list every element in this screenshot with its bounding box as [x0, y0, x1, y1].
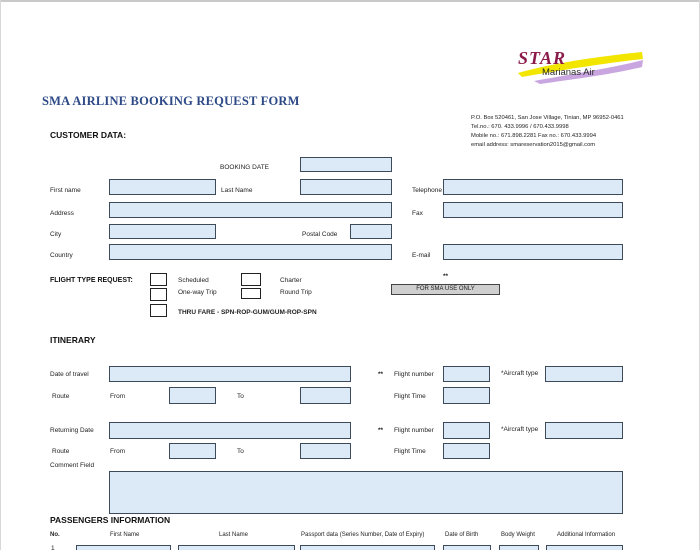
contact-address: P.O. Box 520461, San Jose Village, Tinian, MP 96952-0461	[471, 115, 624, 121]
return-flight-time-field[interactable]	[443, 443, 490, 459]
address-label: Address	[50, 210, 74, 217]
contact-mobile-fax: Mobile no.: 671.898.2281 Fax no.: 670.433.9994	[471, 133, 597, 139]
return-route-label: Route	[52, 448, 70, 455]
flight-time-field[interactable]	[443, 387, 490, 404]
one-way-trip-checkbox[interactable]	[150, 288, 167, 301]
fax-field[interactable]	[443, 202, 623, 218]
return-flight-number-label: Flight number	[394, 427, 434, 434]
charter-checkbox[interactable]	[241, 273, 261, 286]
col-header-last-name: Last Name	[219, 532, 249, 538]
logo-brand-text: STAR	[518, 48, 567, 68]
from-label: From	[110, 393, 126, 400]
last-name-label: Last Name	[221, 187, 253, 194]
flight-time-label: Flight Time	[394, 393, 426, 400]
passenger-passport-field[interactable]	[300, 545, 435, 550]
col-header-body-weight: Body Weight	[501, 532, 535, 538]
customer-data-heading: CUSTOMER DATA:	[50, 130, 127, 140]
fax-label: Fax	[412, 210, 423, 217]
return-route-from-field[interactable]	[169, 443, 216, 459]
round-trip-checkbox[interactable]	[241, 288, 261, 299]
passenger-weight-field[interactable]	[499, 545, 539, 550]
contact-email: email address: smareservation2015@gmail.com	[471, 142, 596, 148]
form-title: SMA AIRLINE BOOKING REQUEST FORM	[42, 94, 300, 108]
return-aircraft-type-field[interactable]	[545, 422, 623, 439]
charter-label: Charter	[280, 277, 302, 284]
to-label: To	[237, 393, 244, 400]
email-field[interactable]	[443, 244, 623, 260]
passengers-heading: PASSENGERS INFORMATION	[50, 515, 171, 525]
page-top-border	[0, 0, 700, 2]
col-header-additional-info: Additional Information	[557, 532, 616, 538]
one-way-trip-label: One-way Trip	[178, 289, 217, 296]
col-header-no: No.	[50, 532, 60, 538]
col-header-first-name: First Name	[110, 532, 140, 538]
returning-date-label: Returning Date	[50, 427, 94, 434]
email-label: E-mail	[412, 252, 431, 259]
passenger-additional-field[interactable]	[546, 545, 623, 550]
comment-textarea[interactable]	[109, 471, 623, 514]
col-header-date-of-birth: Date of Birth	[445, 532, 479, 538]
col-header-passport: Passport data (Series Number, Date of Expiry)	[301, 532, 425, 538]
address-field[interactable]	[109, 202, 392, 218]
country-field[interactable]	[109, 244, 392, 260]
city-field[interactable]	[109, 224, 216, 239]
aircraft-type-label: *Aircraft type	[501, 370, 539, 377]
postal-code-field[interactable]	[350, 224, 392, 239]
telephone-label: Telephone	[412, 187, 442, 194]
passenger-row-number: 1	[51, 545, 55, 550]
comment-field-label: Comment Field	[50, 462, 95, 469]
round-trip-label: Round Trip	[280, 289, 312, 296]
passenger-first-name-field[interactable]	[76, 545, 171, 550]
city-label: City	[50, 231, 62, 238]
return-from-label: From	[110, 448, 126, 455]
flight-number-label: Flight number	[394, 371, 434, 378]
return-aircraft-type-label: *Aircraft type	[501, 426, 539, 433]
route-from-field[interactable]	[169, 387, 216, 404]
thru-fare-checkbox[interactable]	[150, 304, 167, 317]
booking-date-field[interactable]	[300, 157, 392, 172]
postal-code-label: Postal Code	[302, 231, 338, 238]
flight-type-heading: FLIGHT TYPE REQUEST:	[50, 277, 133, 284]
sma-use-only-box: FOR SMA USE ONLY	[391, 284, 500, 295]
first-name-label: First name	[50, 187, 81, 194]
contact-telephone: Tel.no.: 670. 433.9996 / 670.433.9998	[471, 124, 569, 130]
scheduled-checkbox[interactable]	[150, 273, 167, 286]
route-to-field[interactable]	[300, 387, 351, 404]
last-name-field[interactable]	[300, 179, 392, 195]
page-left-border	[0, 0, 1, 550]
route-label: Route	[52, 393, 70, 400]
return-to-label: To	[237, 448, 244, 455]
logo-name-text: Marianas Air	[542, 67, 595, 78]
date-of-travel-field[interactable]	[109, 366, 351, 382]
return-flight-time-label: Flight Time	[394, 448, 426, 455]
company-logo	[512, 46, 646, 88]
thru-fare-label: THRU FARE - SPN-ROP-GUM/GUM-ROP-SPN	[178, 309, 317, 316]
travel-double-star: **	[378, 371, 384, 378]
scheduled-label: Scheduled	[178, 277, 209, 284]
sma-double-star: **	[443, 273, 449, 280]
passenger-dob-field[interactable]	[443, 545, 491, 550]
telephone-field[interactable]	[443, 179, 623, 195]
country-label: Country	[50, 252, 73, 259]
booking-date-label: BOOKING DATE	[220, 164, 269, 171]
return-flight-number-field[interactable]	[443, 422, 490, 439]
returning-date-field[interactable]	[109, 422, 351, 439]
flight-number-field[interactable]	[443, 366, 490, 382]
itinerary-heading: ITINERARY	[50, 335, 96, 345]
passenger-last-name-field[interactable]	[178, 545, 295, 550]
return-double-star: **	[378, 427, 384, 434]
first-name-field[interactable]	[109, 179, 216, 195]
aircraft-type-field[interactable]	[545, 366, 623, 382]
date-of-travel-label: Date of travel	[50, 371, 89, 378]
return-route-to-field[interactable]	[300, 443, 351, 459]
